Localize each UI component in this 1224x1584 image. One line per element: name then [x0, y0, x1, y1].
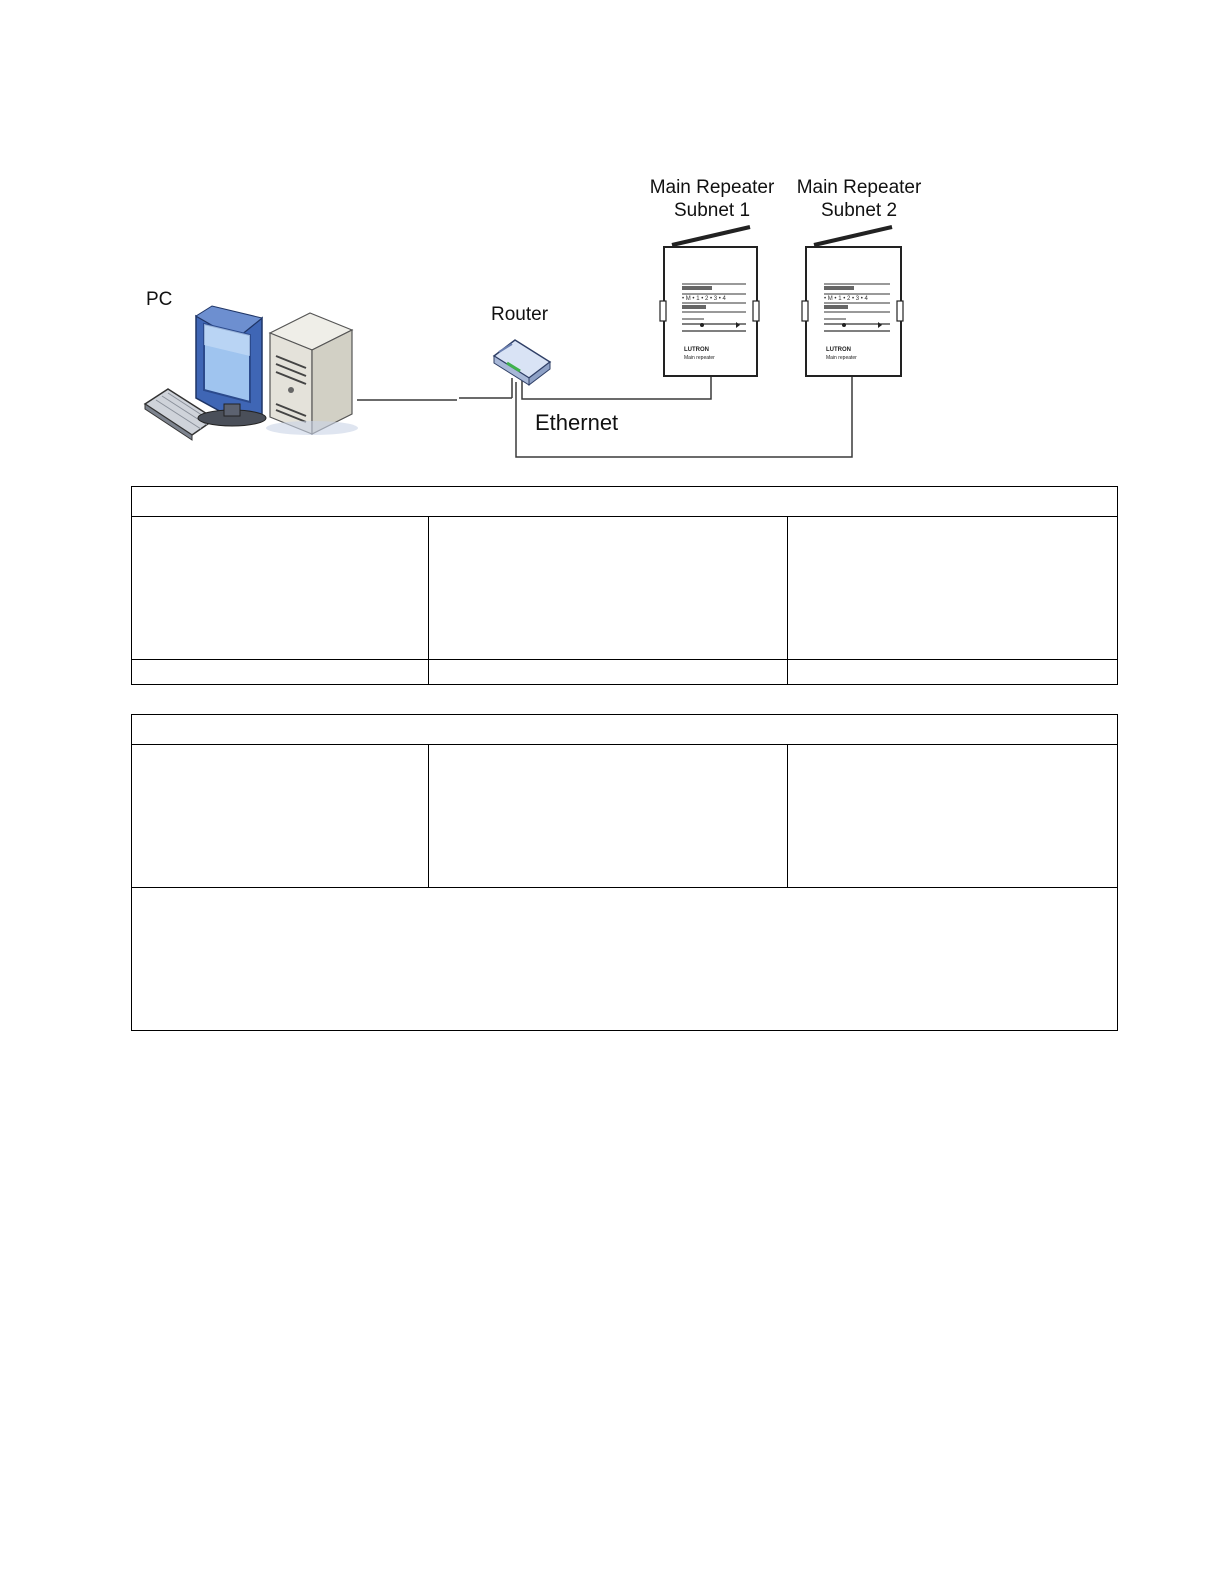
table-1-cell: [788, 517, 1118, 660]
table-1: [131, 486, 1118, 685]
repeater2-label-line2: Subnet 2: [820, 200, 898, 221]
router-icon: [494, 340, 550, 385]
router-repeater1-link: [522, 376, 711, 399]
pc-tower-icon: [266, 313, 358, 435]
table-2-note: [132, 888, 1118, 1031]
network-diagram-svg: [0, 0, 1224, 480]
ethernet-label: Ethernet: [535, 410, 619, 435]
repeater1-brand: LUTRON: [684, 347, 709, 353]
table-1-footer-cell: [429, 660, 788, 685]
table-1-header: [132, 487, 1118, 517]
table-2: [131, 714, 1118, 1031]
table-2-header: [132, 715, 1118, 745]
repeater2-label: [784, 176, 934, 222]
repeater1-model: Main repeater: [684, 355, 715, 361]
pc-monitor-icon: [196, 306, 266, 426]
main-repeater-icon: [802, 227, 903, 376]
repeater1-label-line1: Main Repeater: [649, 177, 775, 198]
table-2-cell: [132, 745, 429, 888]
pc-label: PC: [146, 289, 173, 310]
svg-text:• M • 1 • 2 • 3 • 4: • M • 1 • 2 • 3 • 4: [682, 296, 726, 302]
table-1-cell: [132, 517, 429, 660]
network-diagram: [0, 0, 1224, 480]
table-2-cell: [788, 745, 1118, 888]
repeater2-model: Main repeater: [826, 355, 857, 361]
svg-text:• M • 1 • 2 • 3 • 4: • M • 1 • 2 • 3 • 4: [824, 296, 868, 302]
table-1-footer-cell: [132, 660, 429, 685]
table-1-cell: [429, 517, 788, 660]
router-label: Router: [491, 304, 549, 325]
table-2-cell: [429, 745, 788, 888]
repeater2-label-line1: Main Repeater: [796, 177, 922, 198]
repeater2-brand: LUTRON: [826, 347, 851, 353]
repeater1-label: [637, 176, 787, 222]
repeater1-label-line2: Subnet 1: [673, 200, 751, 221]
main-repeater-icon: [660, 227, 759, 376]
table-1-footer-cell: [788, 660, 1118, 685]
